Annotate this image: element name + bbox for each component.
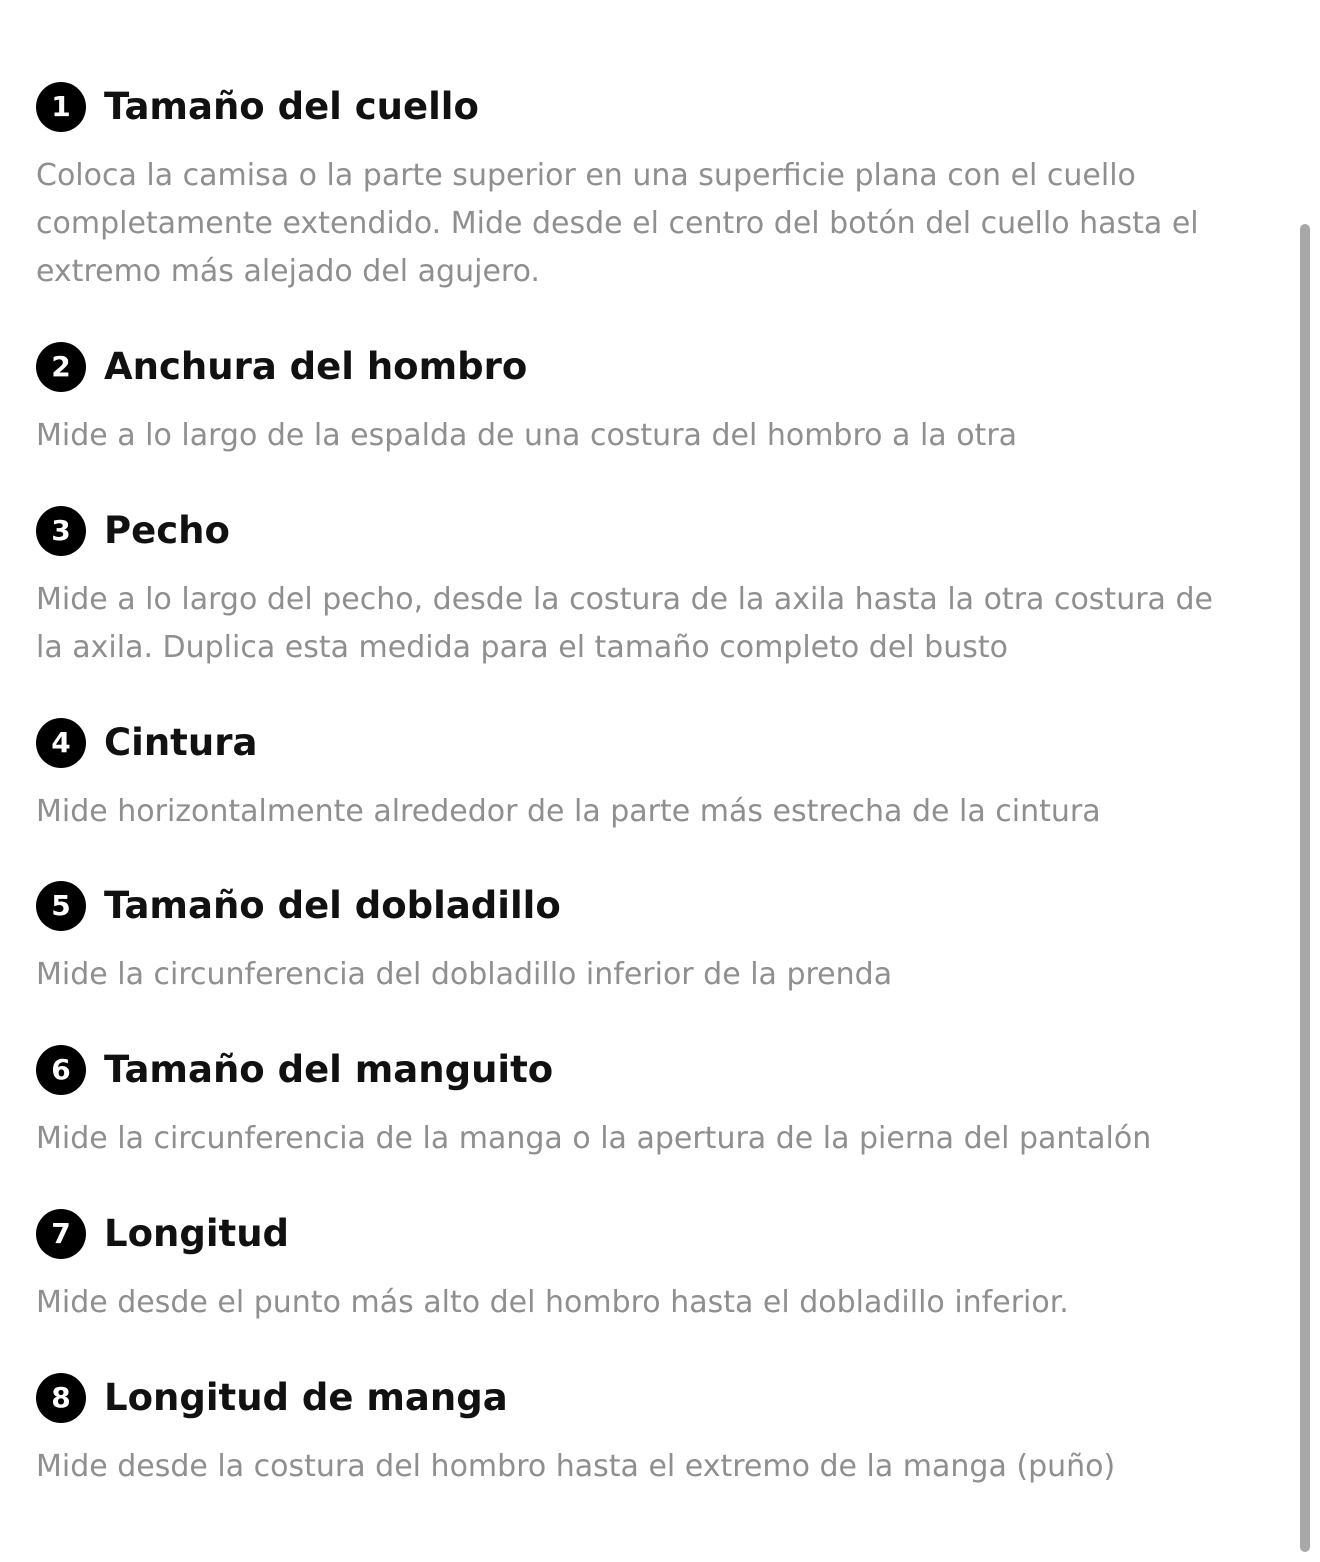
section-description: Mide la circunferencia de la manga o la apertura de la pierna del pantalón <box>36 1121 1152 1156</box>
step-number-badge: 8 <box>36 1373 86 1423</box>
measurement-section-cuff <box>36 1041 1288 1163</box>
section-heading <box>36 1369 1288 1423</box>
section-heading <box>36 877 1288 931</box>
section-title: Tamaño del manguito <box>104 1048 554 1091</box>
section-description: Coloca la camisa o la parte superior en una superficie plana con el cuello completamente extendido. Mide desde el centro del botón del cuello hasta el extremo más alejado del agujero. <box>36 158 1199 289</box>
measurement-guide <box>36 0 1288 1562</box>
section-heading <box>36 338 1288 392</box>
section-description: Mide a lo largo del pecho, desde la costura de la axila hasta la otra costura de la axila. Duplica esta medida para el tamaño completo del busto <box>36 582 1213 665</box>
section-title: Cintura <box>104 721 258 764</box>
section-heading <box>36 1041 1288 1095</box>
section-title: Tamaño del cuello <box>104 85 479 128</box>
section-description: Mide horizontalmente alrededor de la parte más estrecha de la cintura <box>36 794 1101 829</box>
section-heading <box>36 502 1288 556</box>
section-title: Anchura del hombro <box>104 345 528 388</box>
section-title: Tamaño del dobladillo <box>104 884 561 927</box>
measurement-section-hem <box>36 877 1288 999</box>
step-number-badge: 3 <box>36 506 86 556</box>
section-title: Pecho <box>104 509 230 552</box>
measurement-section-sleeve-length <box>36 1369 1288 1491</box>
section-description: Mide la circunferencia del dobladillo inferior de la prenda <box>36 957 893 992</box>
measurement-section-waist <box>36 714 1288 836</box>
vertical-scrollbar[interactable] <box>1300 224 1310 1552</box>
step-number-badge: 7 <box>36 1209 86 1259</box>
measurement-section-shoulder <box>36 338 1288 460</box>
step-number-badge: 2 <box>36 342 86 392</box>
step-number-badge: 5 <box>36 881 86 931</box>
step-number-badge: 4 <box>36 718 86 768</box>
measurement-section-collar <box>36 78 1288 296</box>
section-description: Mide desde la costura del hombro hasta el extremo de la manga (puño) <box>36 1449 1116 1484</box>
section-heading <box>36 1205 1288 1259</box>
section-description: Mide a lo largo de la espalda de una costura del hombro a la otra <box>36 418 1018 453</box>
section-description: Mide desde el punto más alto del hombro hasta el dobladillo inferior. <box>36 1285 1069 1320</box>
measurement-section-length <box>36 1205 1288 1327</box>
step-number-badge: 6 <box>36 1045 86 1095</box>
section-title: Longitud <box>104 1212 290 1255</box>
measurement-section-chest <box>36 502 1288 672</box>
step-number-badge: 1 <box>36 82 86 132</box>
section-heading <box>36 78 1288 132</box>
section-heading <box>36 714 1288 768</box>
section-title: Longitud de manga <box>104 1376 508 1419</box>
